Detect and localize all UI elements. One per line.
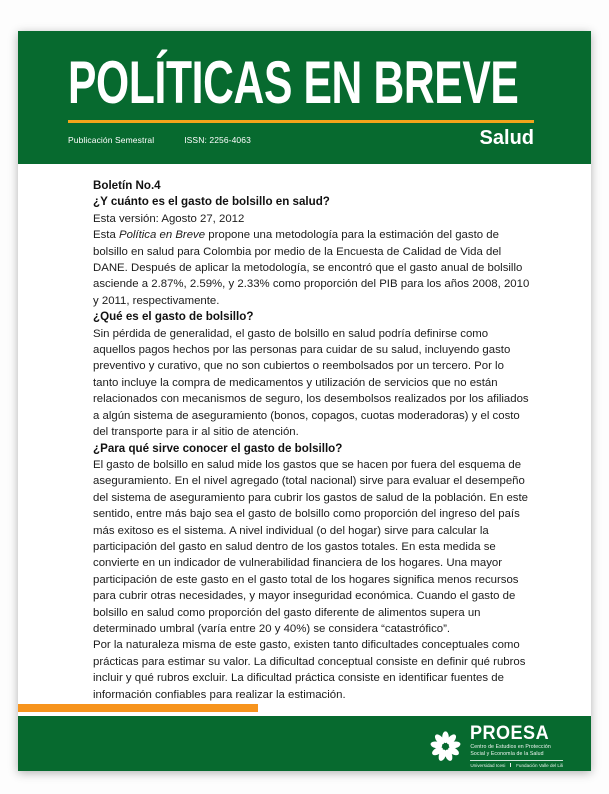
proesa-tagline-line2: Social y Economía de la Salud — [470, 751, 544, 757]
masthead-content — [68, 31, 534, 164]
paragraph-abstract-pre: Esta — [93, 229, 119, 242]
article-body — [18, 164, 591, 703]
version-date: Esta versión: Agosto 27, 2012 — [93, 212, 245, 225]
paragraph-abstract — [93, 227, 530, 309]
paragraph-purpose: El gasto de bolsillo en salud mide los gastos que se hacen por fuera del esquema de aseguramiento. En el nivel agregado (total nacional) sirve para evaluar el desempeño del sistema de aseguramiento para cubrir los gastos de salud de la población. En este sentido, entre más bajo sea el gasto de bolsillo como proporción del ingreso del país más exitoso es el sistema. A nivel individual (o del hogar) sirve para calcular la participación del gasto en salud dentro de los gastos totales. En esta medida se convierte en un indicador de vulnerabilidad financiera de los hogares. Una mayor participación de este gasto en el gasto total de los hogares significa menos recursos para cubrir otras necesidades, y mayor inseguridad económica. Cuando el gasto de bolsillo en salud como proporción del gasto diferente de alimentos supera un determinado umbral (varía entre 20 y 40%) se considera “catastrófico”. — [93, 458, 529, 635]
proesa-wordmark: PROESA — [470, 723, 550, 744]
paragraph-definition: Sin pérdida de generalidad, el gasto de bolsillo en salud podría definirse como aquellos pagos hechos por las personas para cuidar de su salud, incluyendo gasto preventivo y curativo, que no son cubiertos o reembolsados por un tercero. Por lo tanto incluye la compra de medicamentos y utilización de servicios que no están relacionados con mecanismos de seguro, los desembolsos realizados por los afiliados a algún sistema de aseguramiento (bonos, copagos, cuotas moderadoras) y el costo del transporte para ir al sitio de atención. — [93, 327, 529, 439]
masthead — [18, 31, 591, 164]
section-heading-purpose: ¿Para qué sirve conocer el gasto de bolsillo? — [93, 441, 343, 455]
affiliation-divider — [510, 763, 511, 767]
masthead-meta-row — [68, 123, 534, 150]
proesa-flower-icon — [427, 728, 464, 765]
footer-band — [18, 716, 591, 771]
issn-number: ISSN: 2256-4063 — [184, 135, 251, 145]
paragraph-difficulties: Por la naturaleza misma de este gasto, existen tanto dificultades conceptuales como prácticas para estimar su valor. La dificultad conceptual consiste en definir qué rubros incluir y qué rubros excluir. La dificultad práctica consiste en identificar fuentes de información confiables para realizar la estimación. — [93, 639, 526, 701]
affiliation-right: Fundación Valle del Lili — [516, 762, 563, 768]
proesa-tagline-line1: Centro de Estudios en Protección — [470, 744, 551, 750]
bulletin-number: Boletín No.4 — [93, 179, 161, 192]
proesa-logo-text — [470, 725, 563, 768]
proesa-affiliations — [470, 760, 563, 768]
footer-orange-bar — [18, 704, 258, 712]
publication-title: POLÍTICAS EN BREVE — [68, 49, 519, 116]
paragraph-abstract-rest: propone una metodología para la estimación del gasto de bolsillo en salud para Colombia por medio de la Encuesta de Calidad de Vida del DANE. Después de aplicar la metodología, se encontró que el gasto anual de bolsillo asciende a 2.87%, 2.59%, y 2.33% como proporción del PIB para los años 2008, 2010 y 2011, respectivamente. — [93, 229, 530, 307]
publication-name-italic: Política en Breve — [118, 229, 206, 242]
section-heading-definition: ¿Qué es el gasto de bolsillo? — [93, 310, 254, 324]
publication-frequency: Publicación Semestral — [68, 135, 155, 145]
affiliation-left: Universidad Icesi — [470, 762, 506, 768]
proesa-logo — [427, 725, 563, 768]
masthead-meta-left — [68, 123, 251, 145]
document-page — [18, 31, 591, 771]
edition-label: Salud — [479, 127, 534, 149]
article-title: ¿Y cuánto es el gasto de bolsillo en salud? — [93, 195, 330, 209]
